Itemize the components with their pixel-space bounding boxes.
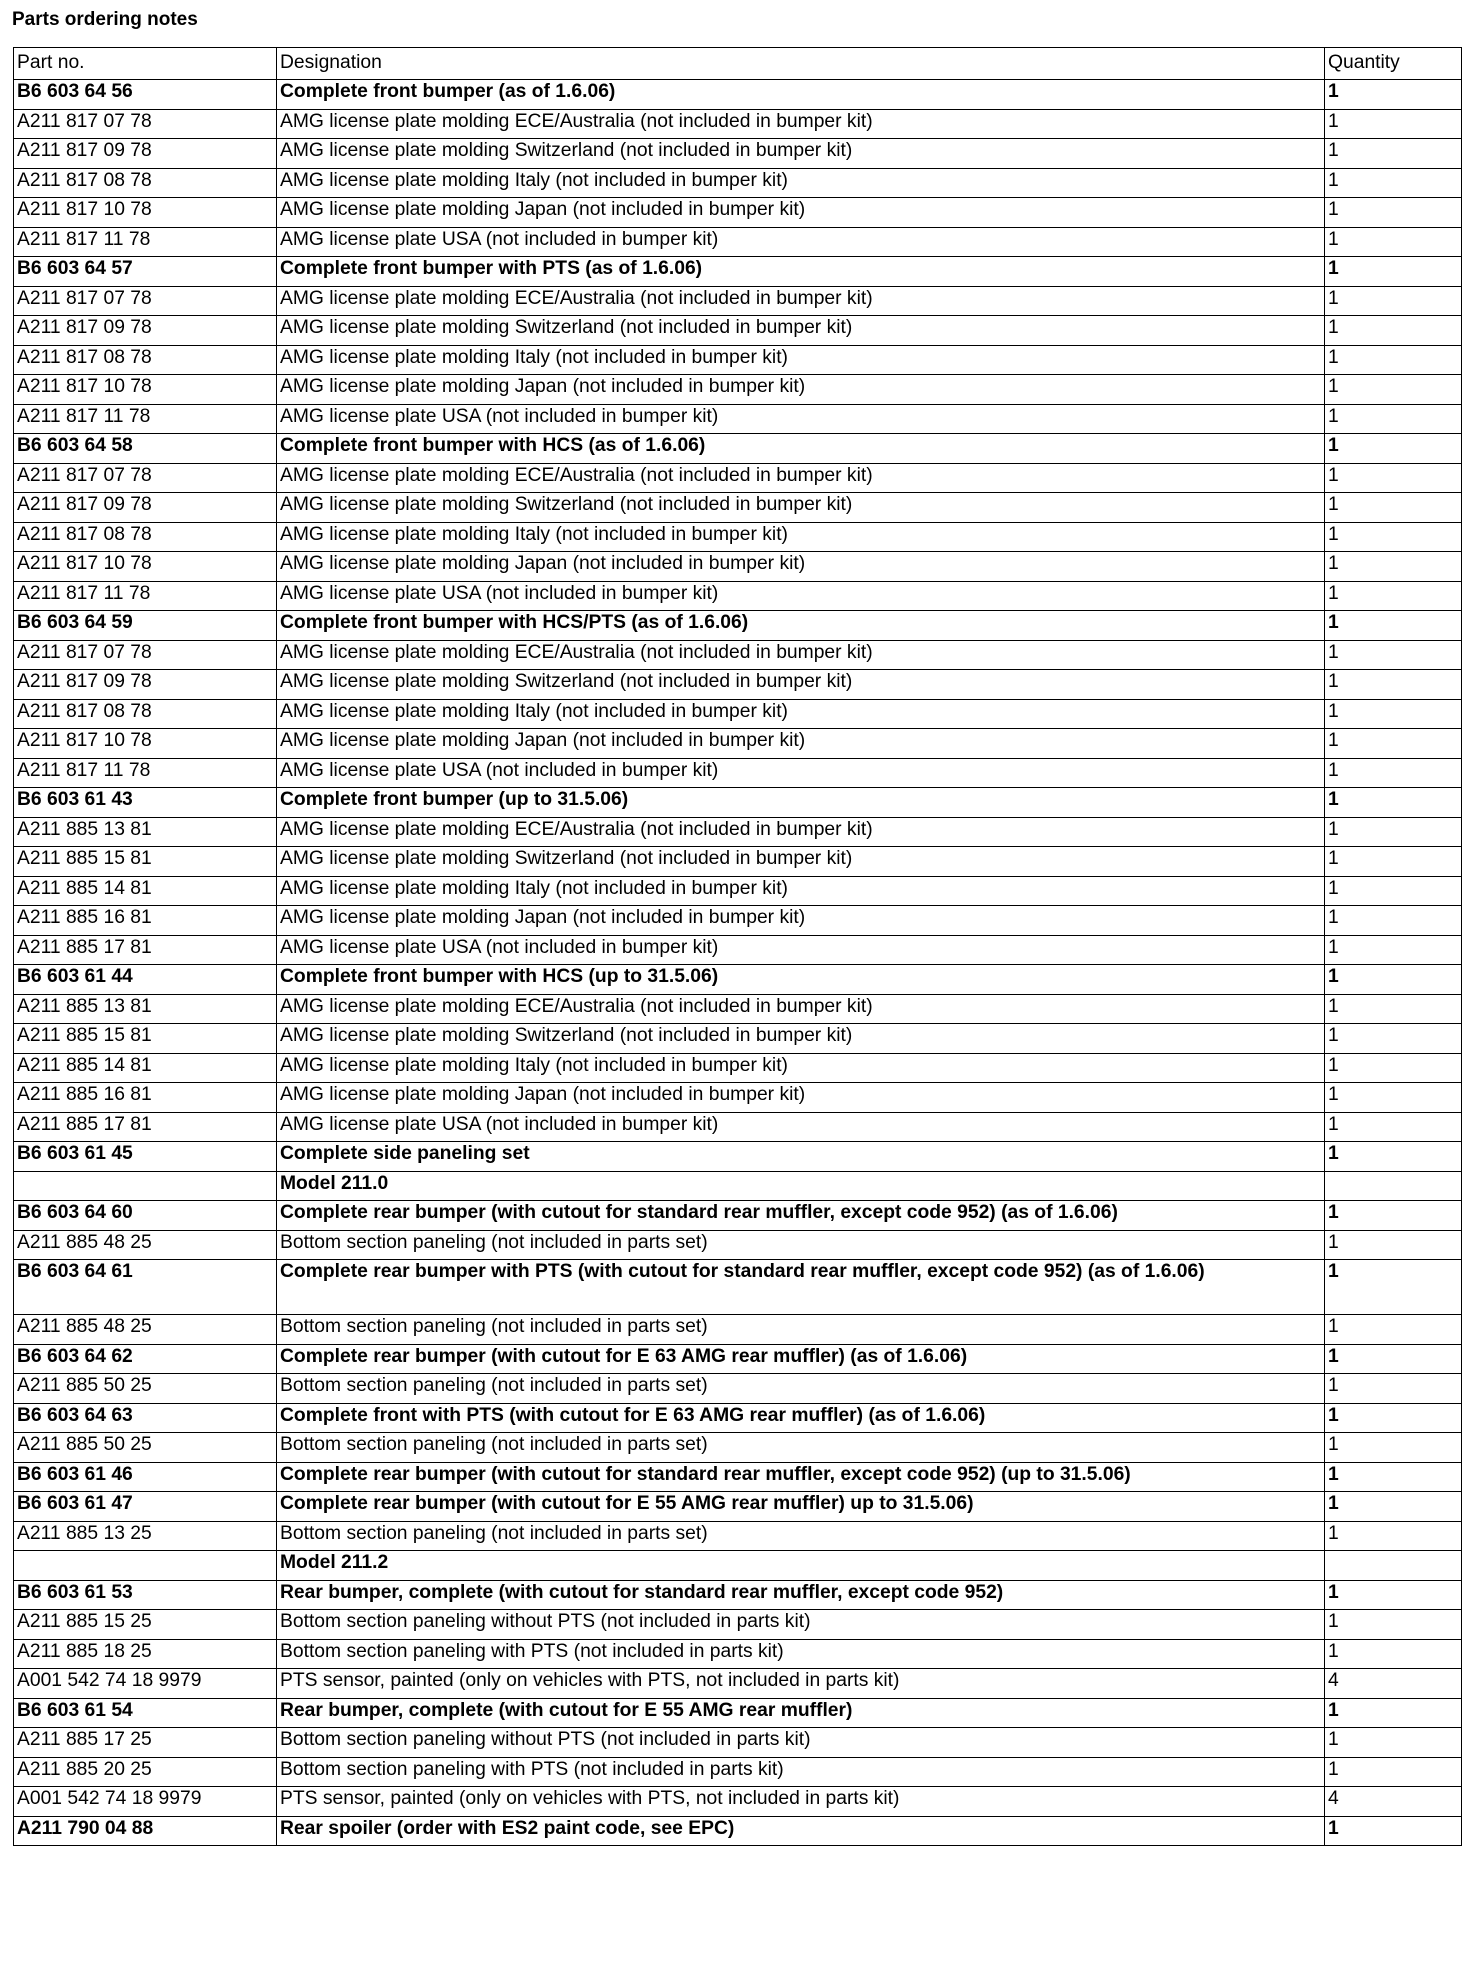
table-row xyxy=(14,1462,1462,1492)
part-number-cell: A211 817 10 78 xyxy=(14,552,277,582)
table-row xyxy=(14,1669,1462,1699)
designation-cell: Complete front bumper with PTS (as of 1.6.06) xyxy=(277,257,1325,287)
designation-cell: AMG license plate USA (not included in bumper kit) xyxy=(277,935,1325,965)
part-number-cell: B6 603 64 59 xyxy=(14,611,277,641)
designation-cell: Bottom section paneling (not included in parts set) xyxy=(277,1521,1325,1551)
quantity-cell: 1 xyxy=(1325,1230,1462,1260)
quantity-cell: 1 xyxy=(1325,1610,1462,1640)
part-number-cell: B6 603 64 56 xyxy=(14,80,277,110)
quantity-cell: 1 xyxy=(1325,847,1462,877)
quantity-cell: 1 xyxy=(1325,1580,1462,1610)
designation-cell: AMG license plate molding Japan (not included in bumper kit) xyxy=(277,552,1325,582)
quantity-cell: 1 xyxy=(1325,817,1462,847)
designation-cell: Complete rear bumper (with cutout for standard rear muffler, except code 952) (up to 31.5.06) xyxy=(277,1462,1325,1492)
designation-cell: AMG license plate molding Italy (not included in bumper kit) xyxy=(277,1053,1325,1083)
quantity-cell: 4 xyxy=(1325,1787,1462,1817)
part-number-cell: B6 603 64 63 xyxy=(14,1403,277,1433)
designation-cell: Complete front bumper with HCS (up to 31.5.06) xyxy=(277,965,1325,995)
table-row xyxy=(14,1024,1462,1054)
designation-cell: Complete front bumper (as of 1.6.06) xyxy=(277,80,1325,110)
designation-cell: AMG license plate molding Switzerland (not included in bumper kit) xyxy=(277,139,1325,169)
part-number-cell: B6 603 64 60 xyxy=(14,1201,277,1231)
designation-cell: AMG license plate molding ECE/Australia (not included in bumper kit) xyxy=(277,463,1325,493)
designation-cell: Bottom section paneling (not included in parts set) xyxy=(277,1315,1325,1345)
table-row xyxy=(14,788,1462,818)
part-number-cell: A211 817 08 78 xyxy=(14,345,277,375)
table-row xyxy=(14,670,1462,700)
quantity-cell: 1 xyxy=(1325,611,1462,641)
table-row xyxy=(14,847,1462,877)
part-number-cell: A211 885 14 81 xyxy=(14,1053,277,1083)
part-number-cell: A211 885 50 25 xyxy=(14,1374,277,1404)
table-row xyxy=(14,109,1462,139)
quantity-cell: 1 xyxy=(1325,1757,1462,1787)
part-number-cell: A211 817 07 78 xyxy=(14,109,277,139)
table-row xyxy=(14,345,1462,375)
designation-cell: Rear spoiler (order with ES2 paint code, see EPC) xyxy=(277,1816,1325,1846)
quantity-cell: 1 xyxy=(1325,1112,1462,1142)
part-number-cell: A211 885 16 81 xyxy=(14,906,277,936)
designation-cell: PTS sensor, painted (only on vehicles with PTS, not included in parts kit) xyxy=(277,1669,1325,1699)
table-row xyxy=(14,375,1462,405)
part-number-cell: A211 885 48 25 xyxy=(14,1315,277,1345)
designation-cell: AMG license plate molding Japan (not included in bumper kit) xyxy=(277,375,1325,405)
designation-cell: AMG license plate molding Switzerland (not included in bumper kit) xyxy=(277,316,1325,346)
quantity-cell: 1 xyxy=(1325,758,1462,788)
designation-cell: AMG license plate molding Switzerland (not included in bumper kit) xyxy=(277,493,1325,523)
part-number-cell: A211 885 17 81 xyxy=(14,1112,277,1142)
part-number-cell: B6 603 61 47 xyxy=(14,1492,277,1522)
designation-cell: AMG license plate molding Switzerland (not included in bumper kit) xyxy=(277,847,1325,877)
table-row xyxy=(14,1230,1462,1260)
part-number-cell: A211 817 09 78 xyxy=(14,670,277,700)
part-number-cell: A211 885 14 81 xyxy=(14,876,277,906)
designation-cell: Rear bumper, complete (with cutout for E 55 AMG rear muffler) xyxy=(277,1698,1325,1728)
table-row xyxy=(14,1757,1462,1787)
designation-cell: AMG license plate molding Switzerland (not included in bumper kit) xyxy=(277,670,1325,700)
designation-cell: Bottom section paneling (not included in parts set) xyxy=(277,1433,1325,1463)
part-number-cell: A001 542 74 18 9979 xyxy=(14,1669,277,1699)
designation-cell: Model 211.2 xyxy=(277,1551,1325,1581)
part-number-cell: A211 885 17 25 xyxy=(14,1728,277,1758)
column-header-quantity: Quantity xyxy=(1325,48,1462,80)
part-number-cell: A211 817 07 78 xyxy=(14,463,277,493)
table-row xyxy=(14,168,1462,198)
table-row xyxy=(14,994,1462,1024)
quantity-cell: 1 xyxy=(1325,965,1462,995)
quantity-cell: 1 xyxy=(1325,1315,1462,1345)
designation-cell: AMG license plate USA (not included in bumper kit) xyxy=(277,758,1325,788)
table-row xyxy=(14,611,1462,641)
part-number-cell: A211 885 18 25 xyxy=(14,1639,277,1669)
part-number-cell: B6 603 64 58 xyxy=(14,434,277,464)
table-header-row xyxy=(14,48,1462,80)
part-number-cell: A211 885 48 25 xyxy=(14,1230,277,1260)
table-row xyxy=(14,286,1462,316)
designation-cell: Bottom section paneling (not included in parts set) xyxy=(277,1374,1325,1404)
designation-cell: Bottom section paneling (not included in parts set) xyxy=(277,1230,1325,1260)
table-row xyxy=(14,1521,1462,1551)
table-row xyxy=(14,1816,1462,1846)
quantity-cell: 1 xyxy=(1325,80,1462,110)
designation-cell: Complete rear bumper (with cutout for E 63 AMG rear muffler) (as of 1.6.06) xyxy=(277,1344,1325,1374)
quantity-cell: 1 xyxy=(1325,316,1462,346)
quantity-cell: 1 xyxy=(1325,1462,1462,1492)
quantity-cell: 1 xyxy=(1325,257,1462,287)
designation-cell: Complete front bumper (up to 31.5.06) xyxy=(277,788,1325,818)
table-row xyxy=(14,493,1462,523)
part-number-cell: B6 603 61 43 xyxy=(14,788,277,818)
table-row xyxy=(14,1580,1462,1610)
designation-cell: AMG license plate molding ECE/Australia (not included in bumper kit) xyxy=(277,640,1325,670)
table-row xyxy=(14,876,1462,906)
quantity-cell: 1 xyxy=(1325,1024,1462,1054)
quantity-cell: 1 xyxy=(1325,1728,1462,1758)
table-row xyxy=(14,80,1462,110)
table-row xyxy=(14,463,1462,493)
designation-cell: Bottom section paneling with PTS (not included in parts kit) xyxy=(277,1757,1325,1787)
quantity-cell: 1 xyxy=(1325,198,1462,228)
quantity-cell: 1 xyxy=(1325,1521,1462,1551)
designation-cell: AMG license plate molding ECE/Australia (not included in bumper kit) xyxy=(277,817,1325,847)
part-number-cell: A211 817 09 78 xyxy=(14,316,277,346)
quantity-cell: 1 xyxy=(1325,1374,1462,1404)
table-row xyxy=(14,1639,1462,1669)
designation-cell: PTS sensor, painted (only on vehicles with PTS, not included in parts kit) xyxy=(277,1787,1325,1817)
part-number-cell: B6 603 61 53 xyxy=(14,1580,277,1610)
quantity-cell: 1 xyxy=(1325,1492,1462,1522)
designation-cell: AMG license plate USA (not included in bumper kit) xyxy=(277,1112,1325,1142)
part-number-cell: A211 885 15 25 xyxy=(14,1610,277,1640)
part-number-cell: A211 817 09 78 xyxy=(14,139,277,169)
part-number-cell xyxy=(14,1171,277,1201)
quantity-cell: 1 xyxy=(1325,1260,1462,1315)
part-number-cell: A211 817 11 78 xyxy=(14,227,277,257)
designation-cell: Rear bumper, complete (with cutout for standard rear muffler, except code 952) xyxy=(277,1580,1325,1610)
part-number-cell: A211 885 17 81 xyxy=(14,935,277,965)
table-row xyxy=(14,198,1462,228)
table-row xyxy=(14,1492,1462,1522)
quantity-cell: 1 xyxy=(1325,1344,1462,1374)
table-row xyxy=(14,1315,1462,1345)
table-row xyxy=(14,1551,1462,1581)
quantity-cell: 1 xyxy=(1325,788,1462,818)
part-number-cell: A211 885 13 81 xyxy=(14,817,277,847)
table-row xyxy=(14,1083,1462,1113)
table-row xyxy=(14,1728,1462,1758)
table-row xyxy=(14,1610,1462,1640)
part-number-cell: A211 790 04 88 xyxy=(14,1816,277,1846)
table-row xyxy=(14,1053,1462,1083)
quantity-cell: 1 xyxy=(1325,1053,1462,1083)
designation-cell: Bottom section paneling with PTS (not included in parts kit) xyxy=(277,1639,1325,1669)
designation-cell: AMG license plate molding Japan (not included in bumper kit) xyxy=(277,729,1325,759)
table-row xyxy=(14,1171,1462,1201)
designation-cell: AMG license plate molding ECE/Australia (not included in bumper kit) xyxy=(277,109,1325,139)
part-number-cell: B6 603 64 62 xyxy=(14,1344,277,1374)
table-row xyxy=(14,906,1462,936)
table-row xyxy=(14,1344,1462,1374)
quantity-cell: 1 xyxy=(1325,729,1462,759)
part-number-cell xyxy=(14,1551,277,1581)
table-row xyxy=(14,581,1462,611)
part-number-cell: A211 885 13 81 xyxy=(14,994,277,1024)
quantity-cell: 1 xyxy=(1325,375,1462,405)
table-row xyxy=(14,1260,1462,1315)
table-row xyxy=(14,640,1462,670)
table-row xyxy=(14,139,1462,169)
designation-cell: AMG license plate USA (not included in bumper kit) xyxy=(277,227,1325,257)
quantity-cell: 1 xyxy=(1325,876,1462,906)
designation-cell: Complete front bumper with HCS/PTS (as of 1.6.06) xyxy=(277,611,1325,641)
table-row xyxy=(14,552,1462,582)
table-row xyxy=(14,699,1462,729)
table-row xyxy=(14,227,1462,257)
designation-cell: Complete rear bumper (with cutout for standard rear muffler, except code 952) (as of 1.6.06) xyxy=(277,1201,1325,1231)
designation-cell: Complete rear bumper (with cutout for E 55 AMG rear muffler) up to 31.5.06) xyxy=(277,1492,1325,1522)
table-row xyxy=(14,1201,1462,1231)
quantity-cell: 1 xyxy=(1325,522,1462,552)
quantity-cell: 1 xyxy=(1325,139,1462,169)
table-row xyxy=(14,965,1462,995)
designation-cell: AMG license plate USA (not included in bumper kit) xyxy=(277,581,1325,611)
part-number-cell: A211 817 07 78 xyxy=(14,640,277,670)
table-row xyxy=(14,1142,1462,1172)
part-number-cell: B6 603 64 61 xyxy=(14,1260,277,1315)
table-row xyxy=(14,522,1462,552)
part-number-cell: A211 817 10 78 xyxy=(14,729,277,759)
designation-cell: AMG license plate molding Japan (not included in bumper kit) xyxy=(277,198,1325,228)
part-number-cell: A211 817 07 78 xyxy=(14,286,277,316)
designation-cell: Model 211.0 xyxy=(277,1171,1325,1201)
column-header-part-no: Part no. xyxy=(14,48,277,80)
quantity-cell: 1 xyxy=(1325,1403,1462,1433)
part-number-cell: A211 885 15 81 xyxy=(14,1024,277,1054)
designation-cell: AMG license plate molding Italy (not included in bumper kit) xyxy=(277,699,1325,729)
quantity-cell: 1 xyxy=(1325,1816,1462,1846)
part-number-cell: A211 817 08 78 xyxy=(14,699,277,729)
designation-cell: AMG license plate molding Switzerland (not included in bumper kit) xyxy=(277,1024,1325,1054)
table-row xyxy=(14,1403,1462,1433)
quantity-cell: 1 xyxy=(1325,404,1462,434)
designation-cell: Bottom section paneling without PTS (not included in parts kit) xyxy=(277,1610,1325,1640)
designation-cell: Complete front bumper with HCS (as of 1.6.06) xyxy=(277,434,1325,464)
quantity-cell: 1 xyxy=(1325,286,1462,316)
parts-table xyxy=(13,47,1462,1846)
part-number-cell: A211 885 16 81 xyxy=(14,1083,277,1113)
designation-cell: Complete rear bumper with PTS (with cutout for standard rear muffler, except code 952) (as of 1.6.06) xyxy=(277,1260,1325,1315)
table-row xyxy=(14,1433,1462,1463)
part-number-cell: A211 817 10 78 xyxy=(14,375,277,405)
part-number-cell: A001 542 74 18 9979 xyxy=(14,1787,277,1817)
designation-cell: AMG license plate molding Italy (not included in bumper kit) xyxy=(277,345,1325,375)
quantity-cell: 1 xyxy=(1325,109,1462,139)
designation-cell: AMG license plate molding ECE/Australia (not included in bumper kit) xyxy=(277,994,1325,1024)
quantity-cell: 1 xyxy=(1325,463,1462,493)
quantity-cell: 1 xyxy=(1325,1083,1462,1113)
designation-cell: AMG license plate USA (not included in bumper kit) xyxy=(277,404,1325,434)
quantity-cell: 1 xyxy=(1325,906,1462,936)
quantity-cell: 1 xyxy=(1325,493,1462,523)
column-header-designation: Designation xyxy=(277,48,1325,80)
table-row xyxy=(14,1698,1462,1728)
quantity-cell: 1 xyxy=(1325,345,1462,375)
quantity-cell: 1 xyxy=(1325,1639,1462,1669)
quantity-cell: 1 xyxy=(1325,1201,1462,1231)
designation-cell: AMG license plate molding Japan (not included in bumper kit) xyxy=(277,906,1325,936)
designation-cell: AMG license plate molding ECE/Australia (not included in bumper kit) xyxy=(277,286,1325,316)
part-number-cell: A211 885 15 81 xyxy=(14,847,277,877)
part-number-cell: A211 817 11 78 xyxy=(14,581,277,611)
part-number-cell: A211 817 10 78 xyxy=(14,198,277,228)
table-row xyxy=(14,758,1462,788)
quantity-cell: 1 xyxy=(1325,581,1462,611)
designation-cell: AMG license plate molding Japan (not included in bumper kit) xyxy=(277,1083,1325,1113)
designation-cell: AMG license plate molding Italy (not included in bumper kit) xyxy=(277,168,1325,198)
part-number-cell: A211 817 08 78 xyxy=(14,168,277,198)
quantity-cell: 1 xyxy=(1325,699,1462,729)
table-row xyxy=(14,817,1462,847)
quantity-cell: 1 xyxy=(1325,434,1462,464)
table-row xyxy=(14,1787,1462,1817)
designation-cell: Bottom section paneling without PTS (not included in parts kit) xyxy=(277,1728,1325,1758)
quantity-cell: 1 xyxy=(1325,994,1462,1024)
designation-cell: AMG license plate molding Italy (not included in bumper kit) xyxy=(277,876,1325,906)
quantity-cell: 1 xyxy=(1325,1142,1462,1172)
table-row xyxy=(14,404,1462,434)
table-row xyxy=(14,434,1462,464)
quantity-cell: 4 xyxy=(1325,1669,1462,1699)
designation-cell: Complete front with PTS (with cutout for E 63 AMG rear muffler) (as of 1.6.06) xyxy=(277,1403,1325,1433)
quantity-cell xyxy=(1325,1551,1462,1581)
quantity-cell: 1 xyxy=(1325,1433,1462,1463)
quantity-cell: 1 xyxy=(1325,168,1462,198)
quantity-cell xyxy=(1325,1171,1462,1201)
part-number-cell: B6 603 61 45 xyxy=(14,1142,277,1172)
table-row xyxy=(14,935,1462,965)
page-title: Parts ordering notes xyxy=(12,9,198,30)
part-number-cell: A211 817 08 78 xyxy=(14,522,277,552)
quantity-cell: 1 xyxy=(1325,670,1462,700)
table-row xyxy=(14,1374,1462,1404)
part-number-cell: B6 603 64 57 xyxy=(14,257,277,287)
part-number-cell: A211 817 09 78 xyxy=(14,493,277,523)
quantity-cell: 1 xyxy=(1325,640,1462,670)
designation-cell: AMG license plate molding Italy (not included in bumper kit) xyxy=(277,522,1325,552)
part-number-cell: B6 603 61 44 xyxy=(14,965,277,995)
part-number-cell: A211 817 11 78 xyxy=(14,404,277,434)
part-number-cell: B6 603 61 54 xyxy=(14,1698,277,1728)
part-number-cell: B6 603 61 46 xyxy=(14,1462,277,1492)
part-number-cell: A211 817 11 78 xyxy=(14,758,277,788)
quantity-cell: 1 xyxy=(1325,1698,1462,1728)
quantity-cell: 1 xyxy=(1325,552,1462,582)
part-number-cell: A211 885 50 25 xyxy=(14,1433,277,1463)
part-number-cell: A211 885 13 25 xyxy=(14,1521,277,1551)
parts-table-body xyxy=(14,80,1462,1846)
quantity-cell: 1 xyxy=(1325,227,1462,257)
table-row xyxy=(14,316,1462,346)
table-row xyxy=(14,729,1462,759)
part-number-cell: A211 885 20 25 xyxy=(14,1757,277,1787)
table-row xyxy=(14,257,1462,287)
designation-cell: Complete side paneling set xyxy=(277,1142,1325,1172)
table-row xyxy=(14,1112,1462,1142)
quantity-cell: 1 xyxy=(1325,935,1462,965)
